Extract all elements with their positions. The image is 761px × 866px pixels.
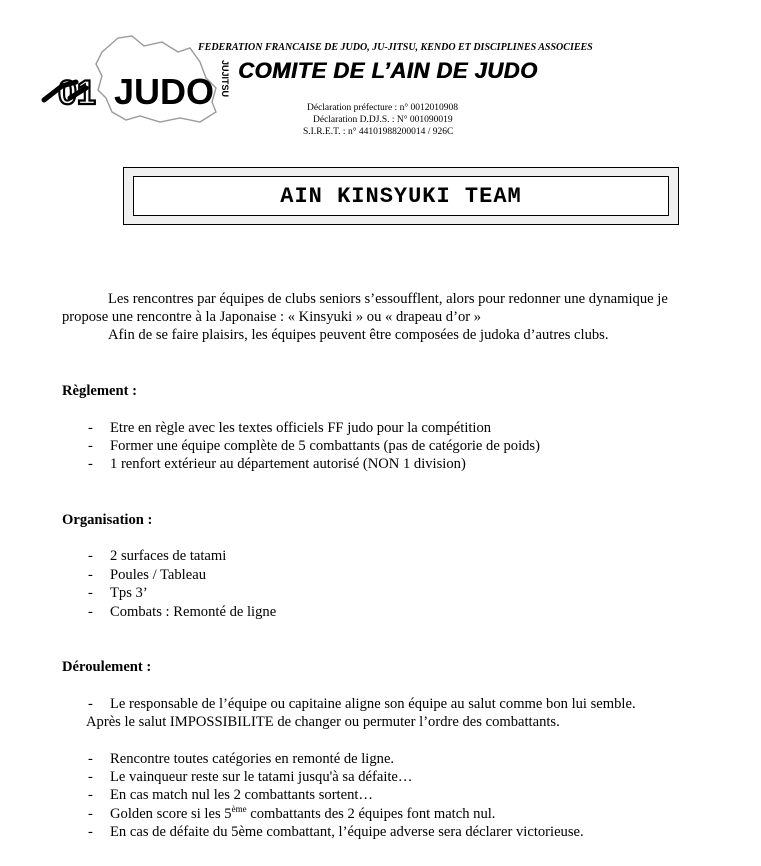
document-title: AIN KINSYUKI TEAM [280,183,522,209]
bullet-dash: - [88,824,93,840]
bullet-dash: - [88,585,93,601]
organisation-item: 2 surfaces de tatami [110,548,227,564]
intro-line-1: Les rencontres par équipes de clubs seniors s’essoufflent, alors pour redonner une dynamique je [108,291,668,307]
bullet-dash: - [88,787,93,803]
bullet-dash: - [88,438,93,454]
organisation-heading: Organisation : [62,512,153,528]
bullet-dash: - [88,806,93,822]
reglement-item: 1 renfort extérieur au département autorisé (NON 1 division) [110,456,466,472]
reglement-heading: Règlement : [62,383,137,399]
logo-text-01: 01 [58,74,96,112]
deroulement-item: En cas match nul les 2 combattants sortent… [110,787,374,803]
reglement-item: Etre en règle avec les textes officiels FF judo pour la compétition [110,420,492,436]
title-box [123,167,679,225]
logo-text-judo: JUDO [114,71,215,112]
deroulement-item: Rencontre toutes catégories en remonté de ligne. [110,751,395,767]
bullet-dash: - [88,769,93,785]
organisation-item: Poules / Tableau [110,567,206,583]
organisation-item: Tps 3’ [110,585,148,601]
golden-before: Golden score si les 5 [110,806,232,822]
deroulement-heading: Déroulement : [62,659,152,675]
bullet-dash: - [88,567,93,583]
reglement-item: Former une équipe complète de 5 combattants (pas de catégorie de poids) [110,438,540,454]
organisation-item: Combats : Remonté de ligne [110,604,277,620]
deroulement-item: En cas de défaite du 5ème combattant, l’équipe adverse sera déclarer victorieuse. [110,824,584,840]
golden-after: combattants des 2 équipes font match nul. [246,806,496,822]
deroulement-item: Le vainqueur reste sur le tatami jusqu'à sa défaite… [110,769,413,785]
declaration-siret: S.I.R.E.T. : n° 44101988200014 / 926C [303,127,454,137]
declaration-ddjs: Déclaration D.DJ.S. : N° 001090019 [313,115,453,125]
bullet-dash: - [88,420,93,436]
bullet-dash: - [88,751,93,767]
declaration-prefecture: Déclaration préfecture : n° 0012010908 [307,103,458,113]
intro-line-3: Afin de se faire plaisirs, les équipes peuvent être composées de judoka d’autres clubs. [108,327,609,343]
deroulement-golden-score [110,804,496,822]
bullet-dash: - [88,548,93,564]
logo-text-jujitsu: JUJITSU [220,60,230,98]
bullet-dash: - [88,604,93,620]
bullet-dash: - [88,456,93,472]
deroulement-after-salut: Après le salut IMPOSSIBILITE de changer ou permuter l’ordre des combattants. [86,714,560,730]
golden-sup: ème [231,804,247,815]
bullet-dash: - [88,696,93,712]
deroulement-item: Le responsable de l’équipe ou capitaine aligne son équipe au salut comme bon lui semble. [110,696,636,712]
comite-title: COMITE DE L’AIN DE JUDO [238,58,538,83]
intro-line-2: propose une rencontre à la Japonaise : « Kinsyuki » ou « drapeau d’or » [62,309,482,325]
federation-name: FEDERATION FRANCAISE DE JUDO, JU-JITSU, KENDO ET DISCIPLINES ASSOCIEES [198,42,593,53]
